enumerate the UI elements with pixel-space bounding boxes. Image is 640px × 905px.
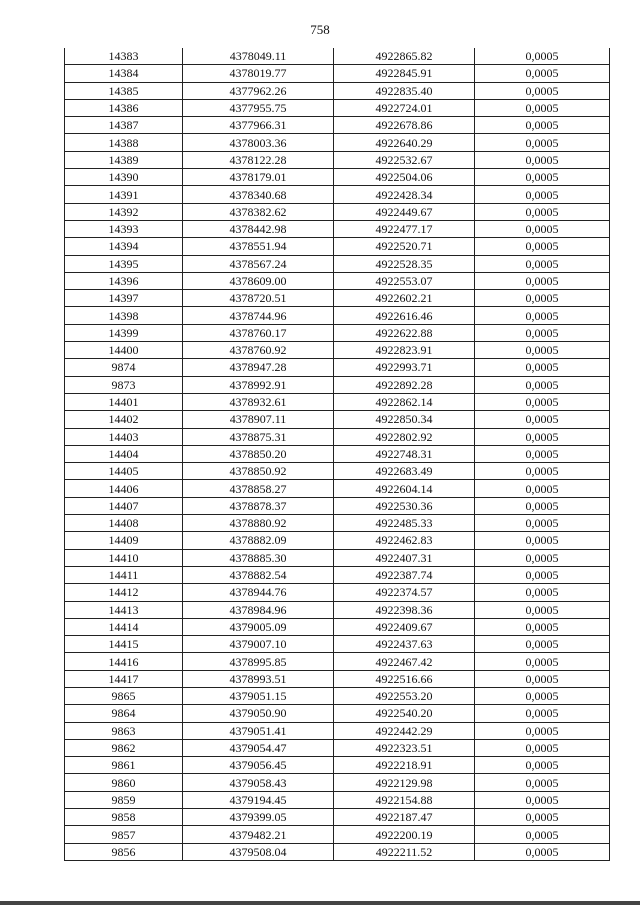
point-number-cell: 14400: [65, 342, 183, 359]
accuracy-cell: 0,0005: [475, 463, 610, 480]
accuracy-cell: 0,0005: [475, 376, 610, 393]
accuracy-cell: 0,0005: [475, 497, 610, 514]
accuracy-cell: 0,0005: [475, 238, 610, 255]
y-coordinate-cell: 4922407.31: [334, 549, 475, 566]
x-coordinate-cell: 4378442.98: [183, 220, 334, 237]
point-number-cell: 14385: [65, 82, 183, 99]
x-coordinate-cell: 4379508.04: [183, 843, 334, 860]
accuracy-cell: 0,0005: [475, 151, 610, 168]
table-row: [65, 393, 610, 410]
accuracy-cell: 0,0005: [475, 82, 610, 99]
point-number-cell: 14387: [65, 117, 183, 134]
point-number-cell: 14398: [65, 307, 183, 324]
accuracy-cell: 0,0005: [475, 307, 610, 324]
accuracy-cell: 0,0005: [475, 48, 610, 65]
point-number-cell: 14409: [65, 532, 183, 549]
accuracy-cell: 0,0005: [475, 134, 610, 151]
coordinates-table-body: [65, 48, 610, 860]
x-coordinate-cell: 4378744.96: [183, 307, 334, 324]
point-number-cell: 14384: [65, 65, 183, 82]
x-coordinate-cell: 4378382.62: [183, 203, 334, 220]
table-row: [65, 445, 610, 462]
x-coordinate-cell: 4378907.11: [183, 411, 334, 428]
accuracy-cell: 0,0005: [475, 653, 610, 670]
x-coordinate-cell: 4378609.00: [183, 272, 334, 289]
coordinates-table: [64, 48, 610, 861]
x-coordinate-cell: 4379005.09: [183, 618, 334, 635]
x-coordinate-cell: 4378122.28: [183, 151, 334, 168]
y-coordinate-cell: 4922678.86: [334, 117, 475, 134]
table-row: [65, 203, 610, 220]
accuracy-cell: 0,0005: [475, 722, 610, 739]
y-coordinate-cell: 4922892.28: [334, 376, 475, 393]
point-number-cell: 14411: [65, 566, 183, 583]
accuracy-cell: 0,0005: [475, 826, 610, 843]
point-number-cell: 14390: [65, 169, 183, 186]
x-coordinate-cell: 4378992.91: [183, 376, 334, 393]
x-coordinate-cell: 4377955.75: [183, 99, 334, 116]
y-coordinate-cell: 4922428.34: [334, 186, 475, 203]
table-row: [65, 82, 610, 99]
y-coordinate-cell: 4922823.91: [334, 342, 475, 359]
y-coordinate-cell: 4922467.42: [334, 653, 475, 670]
accuracy-cell: 0,0005: [475, 359, 610, 376]
point-number-cell: 14403: [65, 428, 183, 445]
accuracy-cell: 0,0005: [475, 445, 610, 462]
y-coordinate-cell: 4922187.47: [334, 809, 475, 826]
accuracy-cell: 0,0005: [475, 342, 610, 359]
x-coordinate-cell: 4378003.36: [183, 134, 334, 151]
accuracy-cell: 0,0005: [475, 843, 610, 860]
accuracy-cell: 0,0005: [475, 618, 610, 635]
y-coordinate-cell: 4922862.14: [334, 393, 475, 410]
table-row: [65, 411, 610, 428]
accuracy-cell: 0,0005: [475, 480, 610, 497]
x-coordinate-cell: 4378984.96: [183, 601, 334, 618]
table-row: [65, 549, 610, 566]
x-coordinate-cell: 4378567.24: [183, 255, 334, 272]
point-number-cell: 9865: [65, 687, 183, 704]
x-coordinate-cell: 4378995.85: [183, 653, 334, 670]
point-number-cell: 14405: [65, 463, 183, 480]
y-coordinate-cell: 4922485.33: [334, 515, 475, 532]
accuracy-cell: 0,0005: [475, 601, 610, 618]
point-number-cell: 14391: [65, 186, 183, 203]
accuracy-cell: 0,0005: [475, 791, 610, 808]
y-coordinate-cell: 4922748.31: [334, 445, 475, 462]
x-coordinate-cell: 4379482.21: [183, 826, 334, 843]
table-row: [65, 809, 610, 826]
y-coordinate-cell: 4922504.06: [334, 169, 475, 186]
point-number-cell: 14415: [65, 636, 183, 653]
y-coordinate-cell: 4922323.51: [334, 739, 475, 756]
y-coordinate-cell: 4922540.20: [334, 705, 475, 722]
table-row: [65, 705, 610, 722]
x-coordinate-cell: 4378760.92: [183, 342, 334, 359]
table-row: [65, 670, 610, 687]
table-row: [65, 826, 610, 843]
point-number-cell: 9857: [65, 826, 183, 843]
accuracy-cell: 0,0005: [475, 255, 610, 272]
table-row: [65, 117, 610, 134]
accuracy-cell: 0,0005: [475, 670, 610, 687]
x-coordinate-cell: 4378875.31: [183, 428, 334, 445]
x-coordinate-cell: 4378993.51: [183, 670, 334, 687]
y-coordinate-cell: 4922835.40: [334, 82, 475, 99]
accuracy-cell: 0,0005: [475, 532, 610, 549]
x-coordinate-cell: 4378858.27: [183, 480, 334, 497]
point-number-cell: 9862: [65, 739, 183, 756]
accuracy-cell: 0,0005: [475, 428, 610, 445]
point-number-cell: 14414: [65, 618, 183, 635]
accuracy-cell: 0,0005: [475, 393, 610, 410]
x-coordinate-cell: 4379058.43: [183, 774, 334, 791]
table-row: [65, 48, 610, 65]
y-coordinate-cell: 4922865.82: [334, 48, 475, 65]
x-coordinate-cell: 4378882.09: [183, 532, 334, 549]
x-coordinate-cell: 4378885.30: [183, 549, 334, 566]
x-coordinate-cell: 4379054.47: [183, 739, 334, 756]
accuracy-cell: 0,0005: [475, 169, 610, 186]
table-row: [65, 220, 610, 237]
y-coordinate-cell: 4922462.83: [334, 532, 475, 549]
y-coordinate-cell: 4922602.21: [334, 290, 475, 307]
x-coordinate-cell: 4378179.01: [183, 169, 334, 186]
table-row: [65, 255, 610, 272]
table-row: [65, 376, 610, 393]
table-row: [65, 290, 610, 307]
x-coordinate-cell: 4379194.45: [183, 791, 334, 808]
point-number-cell: 14406: [65, 480, 183, 497]
x-coordinate-cell: 4377966.31: [183, 117, 334, 134]
y-coordinate-cell: 4922516.66: [334, 670, 475, 687]
point-number-cell: 14392: [65, 203, 183, 220]
point-number-cell: 14416: [65, 653, 183, 670]
point-number-cell: 14389: [65, 151, 183, 168]
accuracy-cell: 0,0005: [475, 687, 610, 704]
y-coordinate-cell: 4922553.20: [334, 687, 475, 704]
table-row: [65, 324, 610, 341]
accuracy-cell: 0,0005: [475, 584, 610, 601]
table-row: [65, 342, 610, 359]
point-number-cell: 14408: [65, 515, 183, 532]
point-number-cell: 9873: [65, 376, 183, 393]
y-coordinate-cell: 4922409.67: [334, 618, 475, 635]
y-coordinate-cell: 4922398.36: [334, 601, 475, 618]
x-coordinate-cell: 4377962.26: [183, 82, 334, 99]
table-row: [65, 532, 610, 549]
y-coordinate-cell: 4922553.07: [334, 272, 475, 289]
x-coordinate-cell: 4378720.51: [183, 290, 334, 307]
y-coordinate-cell: 4922211.52: [334, 843, 475, 860]
point-number-cell: 14386: [65, 99, 183, 116]
accuracy-cell: 0,0005: [475, 739, 610, 756]
accuracy-cell: 0,0005: [475, 566, 610, 583]
y-coordinate-cell: 4922200.19: [334, 826, 475, 843]
table-row: [65, 428, 610, 445]
point-number-cell: 14388: [65, 134, 183, 151]
x-coordinate-cell: 4378850.92: [183, 463, 334, 480]
point-number-cell: 14407: [65, 497, 183, 514]
y-coordinate-cell: 4922532.67: [334, 151, 475, 168]
y-coordinate-cell: 4922683.49: [334, 463, 475, 480]
accuracy-cell: 0,0005: [475, 290, 610, 307]
x-coordinate-cell: 4379050.90: [183, 705, 334, 722]
x-coordinate-cell: 4378019.77: [183, 65, 334, 82]
x-coordinate-cell: 4378878.37: [183, 497, 334, 514]
y-coordinate-cell: 4922530.36: [334, 497, 475, 514]
point-number-cell: 14401: [65, 393, 183, 410]
accuracy-cell: 0,0005: [475, 186, 610, 203]
y-coordinate-cell: 4922442.29: [334, 722, 475, 739]
table-row: [65, 653, 610, 670]
accuracy-cell: 0,0005: [475, 99, 610, 116]
y-coordinate-cell: 4922374.57: [334, 584, 475, 601]
x-coordinate-cell: 4378947.28: [183, 359, 334, 376]
y-coordinate-cell: 4922622.88: [334, 324, 475, 341]
y-coordinate-cell: 4922520.71: [334, 238, 475, 255]
accuracy-cell: 0,0005: [475, 117, 610, 134]
accuracy-cell: 0,0005: [475, 272, 610, 289]
x-coordinate-cell: 4378882.54: [183, 566, 334, 583]
y-coordinate-cell: 4922437.63: [334, 636, 475, 653]
table-row: [65, 618, 610, 635]
point-number-cell: 14394: [65, 238, 183, 255]
point-number-cell: 14413: [65, 601, 183, 618]
point-number-cell: 14397: [65, 290, 183, 307]
accuracy-cell: 0,0005: [475, 774, 610, 791]
table-row: [65, 739, 610, 756]
x-coordinate-cell: 4378932.61: [183, 393, 334, 410]
point-number-cell: 9861: [65, 757, 183, 774]
bottom-scan-edge: [0, 901, 640, 905]
y-coordinate-cell: 4922724.01: [334, 99, 475, 116]
table-row: [65, 497, 610, 514]
y-coordinate-cell: 4922845.91: [334, 65, 475, 82]
x-coordinate-cell: 4378760.17: [183, 324, 334, 341]
accuracy-cell: 0,0005: [475, 515, 610, 532]
x-coordinate-cell: 4378880.92: [183, 515, 334, 532]
point-number-cell: 9874: [65, 359, 183, 376]
y-coordinate-cell: 4922387.74: [334, 566, 475, 583]
point-number-cell: 14399: [65, 324, 183, 341]
x-coordinate-cell: 4378850.20: [183, 445, 334, 462]
table-row: [65, 307, 610, 324]
point-number-cell: 9859: [65, 791, 183, 808]
y-coordinate-cell: 4922528.35: [334, 255, 475, 272]
point-number-cell: 14404: [65, 445, 183, 462]
point-number-cell: 14410: [65, 549, 183, 566]
point-number-cell: 14393: [65, 220, 183, 237]
table-row: [65, 359, 610, 376]
x-coordinate-cell: 4378049.11: [183, 48, 334, 65]
y-coordinate-cell: 4922604.14: [334, 480, 475, 497]
x-coordinate-cell: 4379051.15: [183, 687, 334, 704]
x-coordinate-cell: 4379056.45: [183, 757, 334, 774]
point-number-cell: 9860: [65, 774, 183, 791]
point-number-cell: 14412: [65, 584, 183, 601]
table-row: [65, 687, 610, 704]
accuracy-cell: 0,0005: [475, 549, 610, 566]
point-number-cell: 14417: [65, 670, 183, 687]
y-coordinate-cell: 4922640.29: [334, 134, 475, 151]
accuracy-cell: 0,0005: [475, 636, 610, 653]
page-number: 758: [310, 22, 330, 37]
y-coordinate-cell: 4922477.17: [334, 220, 475, 237]
table-row: [65, 757, 610, 774]
y-coordinate-cell: 4922616.46: [334, 307, 475, 324]
table-row: [65, 843, 610, 860]
table-row: [65, 169, 610, 186]
accuracy-cell: 0,0005: [475, 65, 610, 82]
y-coordinate-cell: 4922129.98: [334, 774, 475, 791]
table-row: [65, 636, 610, 653]
y-coordinate-cell: 4922802.92: [334, 428, 475, 445]
x-coordinate-cell: 4378551.94: [183, 238, 334, 255]
table-row: [65, 463, 610, 480]
table-row: [65, 566, 610, 583]
y-coordinate-cell: 4922850.34: [334, 411, 475, 428]
y-coordinate-cell: 4922154.88: [334, 791, 475, 808]
accuracy-cell: 0,0005: [475, 757, 610, 774]
y-coordinate-cell: 4922449.67: [334, 203, 475, 220]
x-coordinate-cell: 4378944.76: [183, 584, 334, 601]
accuracy-cell: 0,0005: [475, 220, 610, 237]
table-row: [65, 238, 610, 255]
accuracy-cell: 0,0005: [475, 203, 610, 220]
table-row: [65, 722, 610, 739]
table-row: [65, 272, 610, 289]
table-row: [65, 774, 610, 791]
accuracy-cell: 0,0005: [475, 411, 610, 428]
accuracy-cell: 0,0005: [475, 324, 610, 341]
table-row: [65, 186, 610, 203]
x-coordinate-cell: 4379051.41: [183, 722, 334, 739]
x-coordinate-cell: 4379007.10: [183, 636, 334, 653]
x-coordinate-cell: 4378340.68: [183, 186, 334, 203]
table-row: [65, 584, 610, 601]
point-number-cell: 9856: [65, 843, 183, 860]
table-row: [65, 134, 610, 151]
table-row: [65, 65, 610, 82]
table-row: [65, 791, 610, 808]
point-number-cell: 9864: [65, 705, 183, 722]
point-number-cell: 9863: [65, 722, 183, 739]
y-coordinate-cell: 4922993.71: [334, 359, 475, 376]
table-row: [65, 480, 610, 497]
accuracy-cell: 0,0005: [475, 809, 610, 826]
table-row: [65, 601, 610, 618]
point-number-cell: 14395: [65, 255, 183, 272]
point-number-cell: 14383: [65, 48, 183, 65]
table-row: [65, 99, 610, 116]
point-number-cell: 14396: [65, 272, 183, 289]
y-coordinate-cell: 4922218.91: [334, 757, 475, 774]
table-row: [65, 515, 610, 532]
point-number-cell: 14402: [65, 411, 183, 428]
point-number-cell: 9858: [65, 809, 183, 826]
x-coordinate-cell: 4379399.05: [183, 809, 334, 826]
table-row: [65, 151, 610, 168]
accuracy-cell: 0,0005: [475, 705, 610, 722]
